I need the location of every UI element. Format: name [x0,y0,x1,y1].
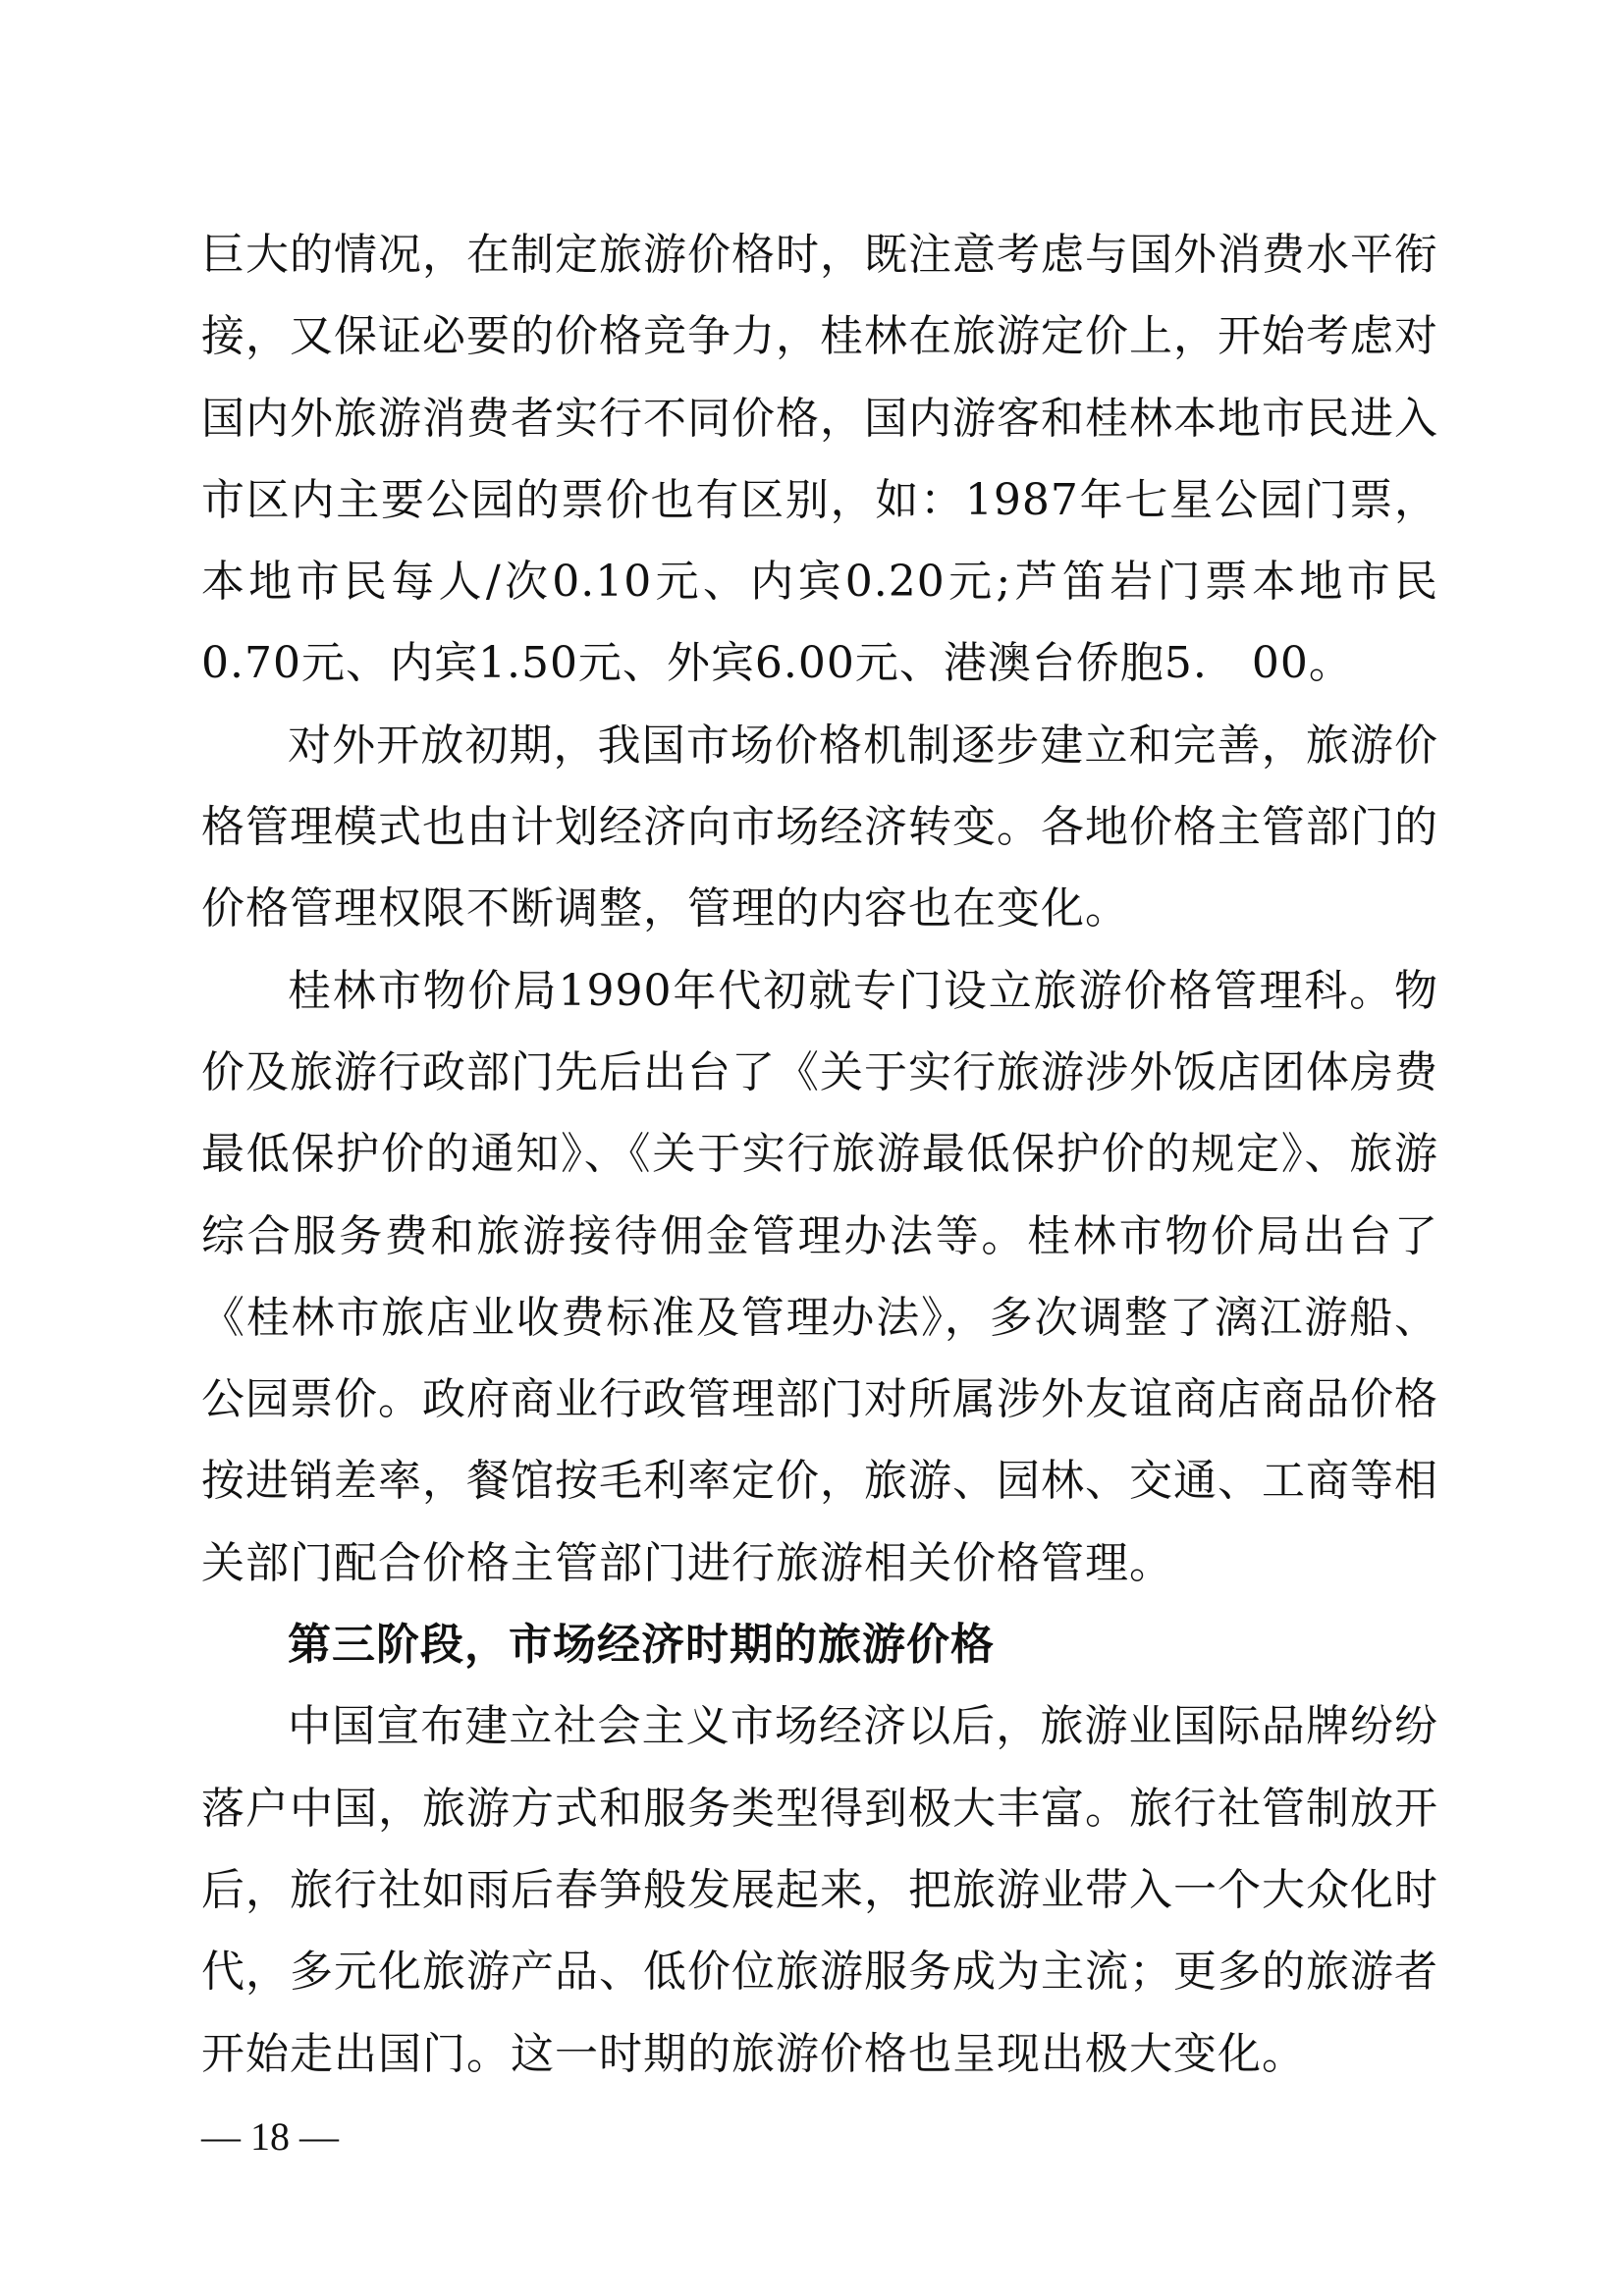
body-text [201,214,1438,2095]
page-number: — 18 — [201,2114,339,2159]
paragraph-price-differentiation: 巨大的情况，在制定旅游价格时，既注意考虑与国外消费水平衔接，又保证必要的价格竞争力，桂林在旅游定价上，开始考虑对国内外旅游消费者实行不同价格，国内游客和桂林本地市民进入市区内主要公园的票价也有区别，如：1987年七星公园门票，本地市民每人/次0.10元、内宾0.20元;芦笛岩门票本地市民0.70元、内宾1.50元、外宾6.00元、港澳台侨胞5. 00。 [201,230,1438,689]
section-heading: 第三阶段，市场经济时期的旅游价格 [288,1620,995,1671]
paragraph-price-bureau-measures: 桂林市物价局1990年代初就专门设立旅游价格管理科。物价及旅游行政部门先后出台了《关于实行旅游涉外饭店团体房费最低保护价的通知》、《关于实行旅游最低保护价的规定》、旅游综合服务费和旅游接待佣金管理办法等。桂林市物价局出台了《桂林市旅店业收费标准及管理办法》，多次调整了漓江游船、公园票价。政府商业行政管理部门对所属涉外友谊商店商品价格按进销差率，餐馆按毛利率定价，旅游、园林、交通、工商等相关部门配合价格主管部门进行旅游相关价格管理。 [201,965,1438,1588]
paragraph-market-economy: 中国宣布建立社会主义市场经济以后，旅游业国际品牌纷纷落户中国，旅游方式和服务类型得到极大丰富。旅行社管制放开后，旅行社如雨后春笋般发展起来，把旅游业带入一个大众化时代，多元化旅游产品、低价位旅游服务成为主流；更多的旅游者开始走出国门。这一时期的旅游价格也呈现出极大变化。 [201,1701,1438,2079]
paragraph-opening-up-period: 对外开放初期，我国市场价格机制逐步建立和完善，旅游价格管理模式也由计划经济向市场经济转变。各地价格主管部门的价格管理权限不断调整，管理的内容也在变化。 [201,720,1438,934]
